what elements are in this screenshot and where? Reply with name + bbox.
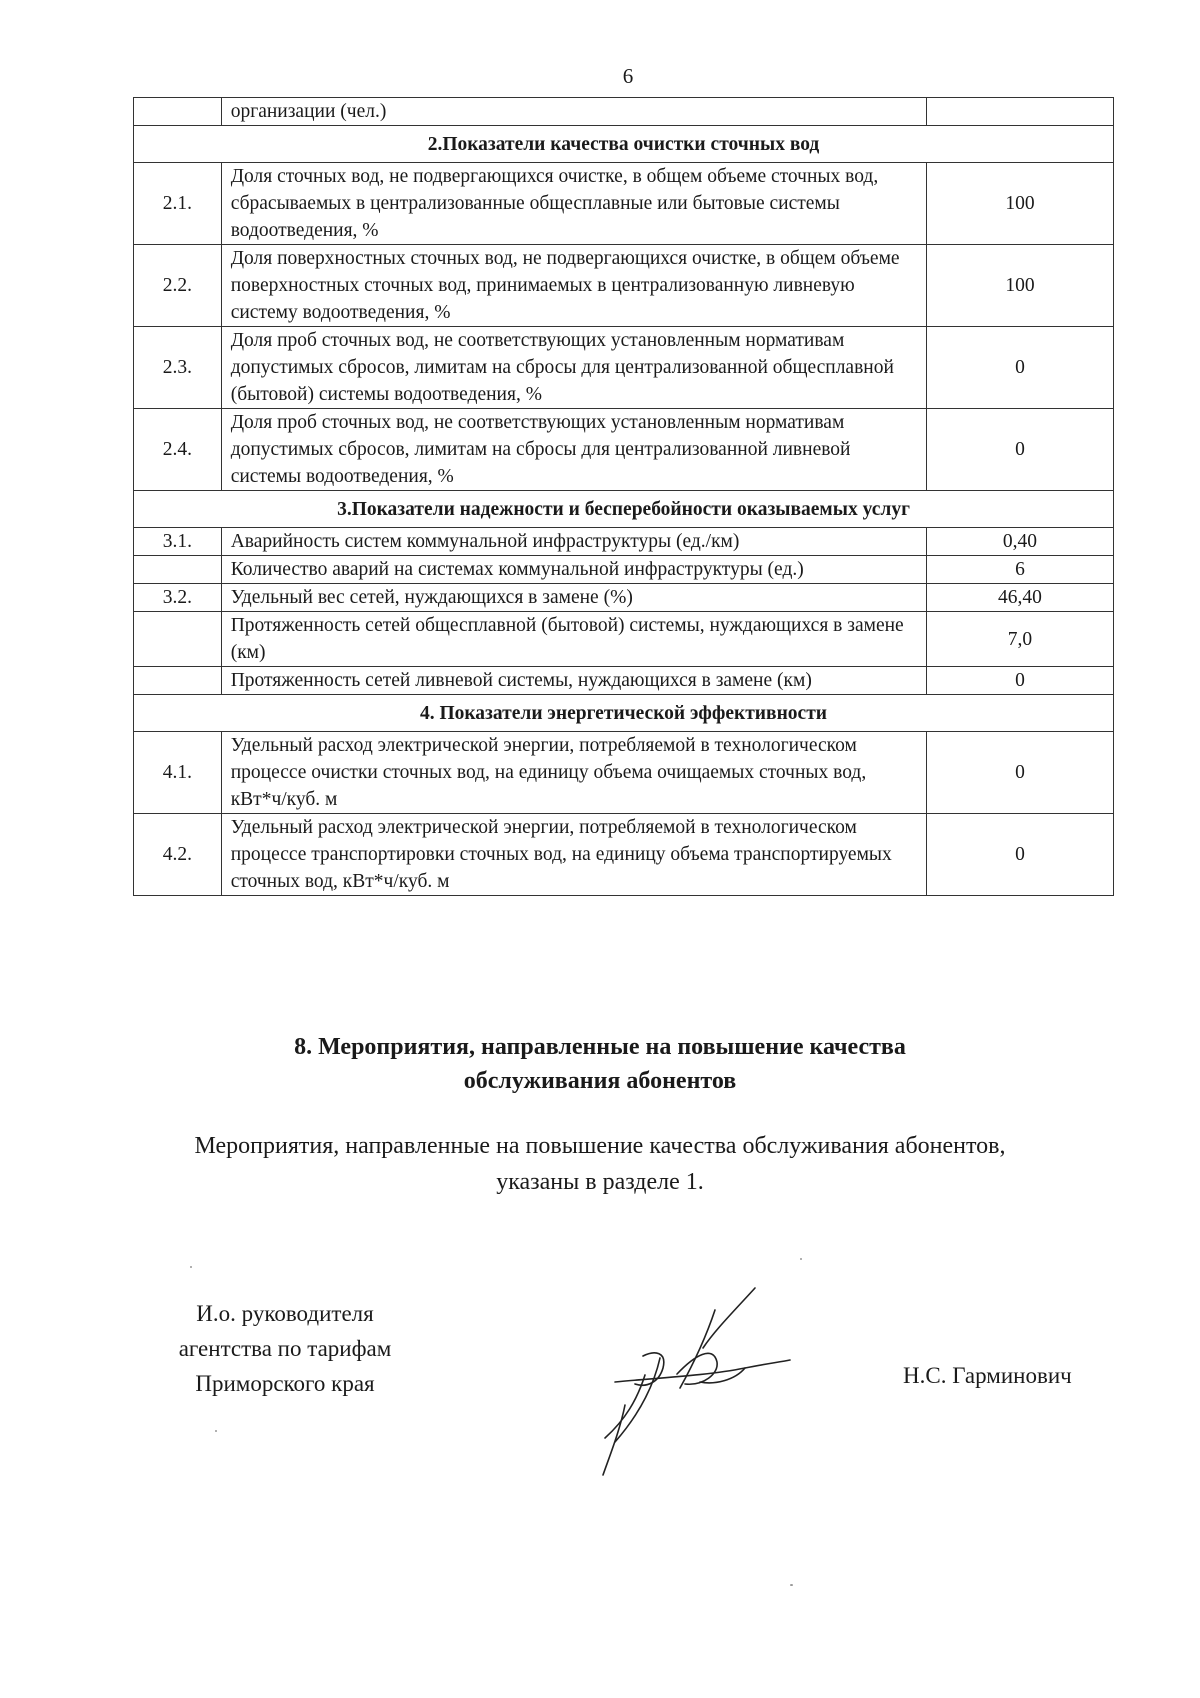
indicators-table bbox=[133, 97, 1114, 896]
row-description: Удельный расход электрической энергии, потребляемой в технологическом процессе транспортировки сточных вод, на единицу объема транспортируемых сточных вод, кВт*ч/куб. м bbox=[221, 814, 926, 896]
row-description: Удельный расход электрической энергии, потребляемой в технологическом процессе очистки сточных вод, на единицу объема очищаемых сточных вод, кВт*ч/куб. м bbox=[221, 732, 926, 814]
table-row bbox=[134, 409, 1114, 491]
row-value: 100 bbox=[926, 163, 1113, 245]
section-header-row bbox=[134, 695, 1114, 732]
row-value: 46,40 bbox=[926, 584, 1113, 612]
section-8-heading-line: 8. Мероприятия, направленные на повышение качества bbox=[294, 1034, 906, 1060]
row-description: Количество аварий на системах коммунальной инфраструктуры (ед.) bbox=[221, 556, 926, 584]
table-row bbox=[134, 528, 1114, 556]
row-number: 3.2. bbox=[134, 584, 222, 612]
section-title: 3.Показатели надежности и бесперебойности оказываемых услуг bbox=[134, 491, 1114, 528]
row-description: Протяженность сетей ливневой системы, нуждающихся в замене (км) bbox=[221, 667, 926, 695]
row-value: 0,40 bbox=[926, 528, 1113, 556]
row-description: Удельный вес сетей, нуждающихся в замене (%) bbox=[221, 584, 926, 612]
table-row bbox=[134, 245, 1114, 327]
row-number: 4.1. bbox=[134, 732, 222, 814]
row-description: Доля поверхностных сточных вод, не подвергающихся очистке, в общем объеме поверхностных сточных вод, принимаемых в централизованную ливневую систему водоотведения, % bbox=[221, 245, 926, 327]
table-row bbox=[134, 327, 1114, 409]
table-row bbox=[134, 814, 1114, 896]
row-description: Доля проб сточных вод, не соответствующих установленным нормативам допустимых сбросов, лимитам на сбросы для централизованной ливневой системы водоотведения, % bbox=[221, 409, 926, 491]
row-description: организации (чел.) bbox=[221, 98, 926, 126]
signer-name: Н.С. Гарминович bbox=[903, 1363, 1072, 1388]
row-value: 0 bbox=[926, 732, 1113, 814]
row-value: 0 bbox=[926, 814, 1113, 896]
row-value: 100 bbox=[926, 245, 1113, 327]
row-number: 2.2. bbox=[134, 245, 222, 327]
table-row bbox=[134, 732, 1114, 814]
section-title: 2.Показатели качества очистки сточных вод bbox=[134, 126, 1114, 163]
section-title: 4. Показатели энергетической эффективности bbox=[134, 695, 1114, 732]
row-description: Доля сточных вод, не подвергающихся очистке, в общем объеме сточных вод, сбрасываемых в централизованные общесплавные или бытовые системы водоотведения, % bbox=[221, 163, 926, 245]
row-number: 3.1. bbox=[134, 528, 222, 556]
row-number: 2.3. bbox=[134, 327, 222, 409]
section-8-heading-line: обслуживания абонентов bbox=[463, 1068, 737, 1094]
row-value: 0 bbox=[926, 667, 1113, 695]
table-row bbox=[134, 612, 1114, 667]
row-description: Аварийность систем коммунальной инфраструктуры (ед./км) bbox=[221, 528, 926, 556]
section-8-body-line: указаны в разделе 1. bbox=[496, 1169, 704, 1195]
row-number bbox=[134, 667, 222, 695]
row-number bbox=[134, 98, 222, 126]
row-number bbox=[134, 556, 222, 584]
signer-title-line: Приморского края bbox=[195, 1371, 375, 1396]
signer-title-line: агентства по тарифам bbox=[178, 1336, 392, 1361]
row-value bbox=[926, 98, 1113, 126]
table-row bbox=[134, 584, 1114, 612]
row-description: Протяженность сетей общесплавной (бытовой) системы, нуждающихся в замене (км) bbox=[221, 612, 926, 667]
row-value: 0 bbox=[926, 327, 1113, 409]
section-8-body-line: Мероприятия, направленные на повышение качества обслуживания абонентов, bbox=[194, 1133, 1006, 1159]
table-row bbox=[134, 163, 1114, 245]
section-header-row bbox=[134, 126, 1114, 163]
table-row bbox=[134, 98, 1114, 126]
row-value: 6 bbox=[926, 556, 1113, 584]
section-header-row bbox=[134, 491, 1114, 528]
row-description: Доля проб сточных вод, не соответствующих установленным нормативам допустимых сбросов, лимитам на сбросы для централизованной общесплавной (бытовой) системы водоотведения, % bbox=[221, 327, 926, 409]
signer-title-line: И.о. руководителя bbox=[196, 1301, 374, 1326]
scan-speck bbox=[190, 1266, 192, 1268]
handwritten-signature bbox=[585, 1270, 815, 1480]
scan-speck bbox=[215, 1430, 217, 1432]
row-number: 4.2. bbox=[134, 814, 222, 896]
row-number: 2.1. bbox=[134, 163, 222, 245]
row-number: 2.4. bbox=[134, 409, 222, 491]
row-value: 7,0 bbox=[926, 612, 1113, 667]
page-number: 6 bbox=[622, 64, 634, 88]
table-row bbox=[134, 667, 1114, 695]
section-8-body bbox=[0, 1128, 1200, 1200]
row-number bbox=[134, 612, 222, 667]
row-value: 0 bbox=[926, 409, 1113, 491]
scan-speck bbox=[790, 1584, 793, 1586]
table-row bbox=[134, 556, 1114, 584]
signer-title bbox=[140, 1296, 430, 1401]
section-8-heading bbox=[0, 1030, 1200, 1098]
scan-speck bbox=[800, 1258, 802, 1260]
